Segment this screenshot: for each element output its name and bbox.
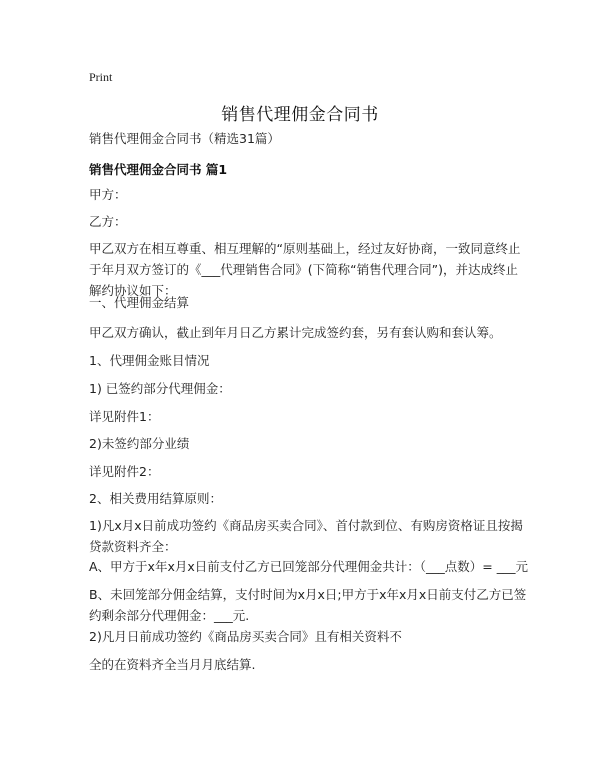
party-b-line: 乙方：	[89, 214, 127, 229]
print-link[interactable]: Print	[89, 70, 113, 84]
unsigned-performance-line: 2)未签约部分业绩	[89, 436, 190, 451]
party-a-line: 甲方：	[89, 187, 127, 202]
clause-2-paragraph: 2)凡月日前成功签约《商品房买卖合同》且有相关资料不	[89, 629, 402, 644]
document-subtitle: 销售代理佣金合同书（精选31篇）	[89, 131, 280, 146]
heading-commission-settlement: 一、代理佣金结算	[89, 295, 190, 310]
clause-1-paragraph: 1)凡x月x日前成功签约《商品房买卖合同》、首付款到位、有购房资格证且按揭贷款资料齐全：	[89, 518, 523, 554]
confirmation-paragraph: 甲乙双方确认，截止到年月日乙方累计完成签约套，另有套认购和套认筹。	[89, 325, 502, 340]
document-title: 销售代理佣金合同书	[221, 105, 379, 125]
clause-2-continuation: 全的在资料齐全当月月底结算.	[89, 657, 256, 672]
signed-commission-line: 1) 已签约部分代理佣金：	[89, 381, 231, 396]
intro-paragraph: 甲乙双方在相互尊重、相互理解的“原则基础上，经过友好协商，一致同意终止于年月双方签订的《___代理销售合同》(下简称“销售代理合同”)，并达成终止解约协议如下：	[89, 241, 521, 298]
appendix-1-line: 详见附件1：	[89, 409, 160, 424]
heading-settlement-principles: 2、相关费用结算原则：	[89, 491, 222, 506]
appendix-2-line: 详见附件2：	[89, 464, 160, 479]
clause-b-paragraph: B、未回笼部分佣金结算，支付时间为x月x日;甲方于x年x月x日前支付乙方已签约剩余部分代理佣金：___元.	[89, 587, 527, 623]
heading-account-status: 1、代理佣金账目情况	[89, 353, 210, 368]
section-heading: 销售代理佣金合同书 篇1	[89, 162, 228, 177]
clause-a-paragraph: A、甲方于x年x月x日前支付乙方已回笼部分代理佣金共计：（___点数）= ___元	[89, 559, 528, 574]
